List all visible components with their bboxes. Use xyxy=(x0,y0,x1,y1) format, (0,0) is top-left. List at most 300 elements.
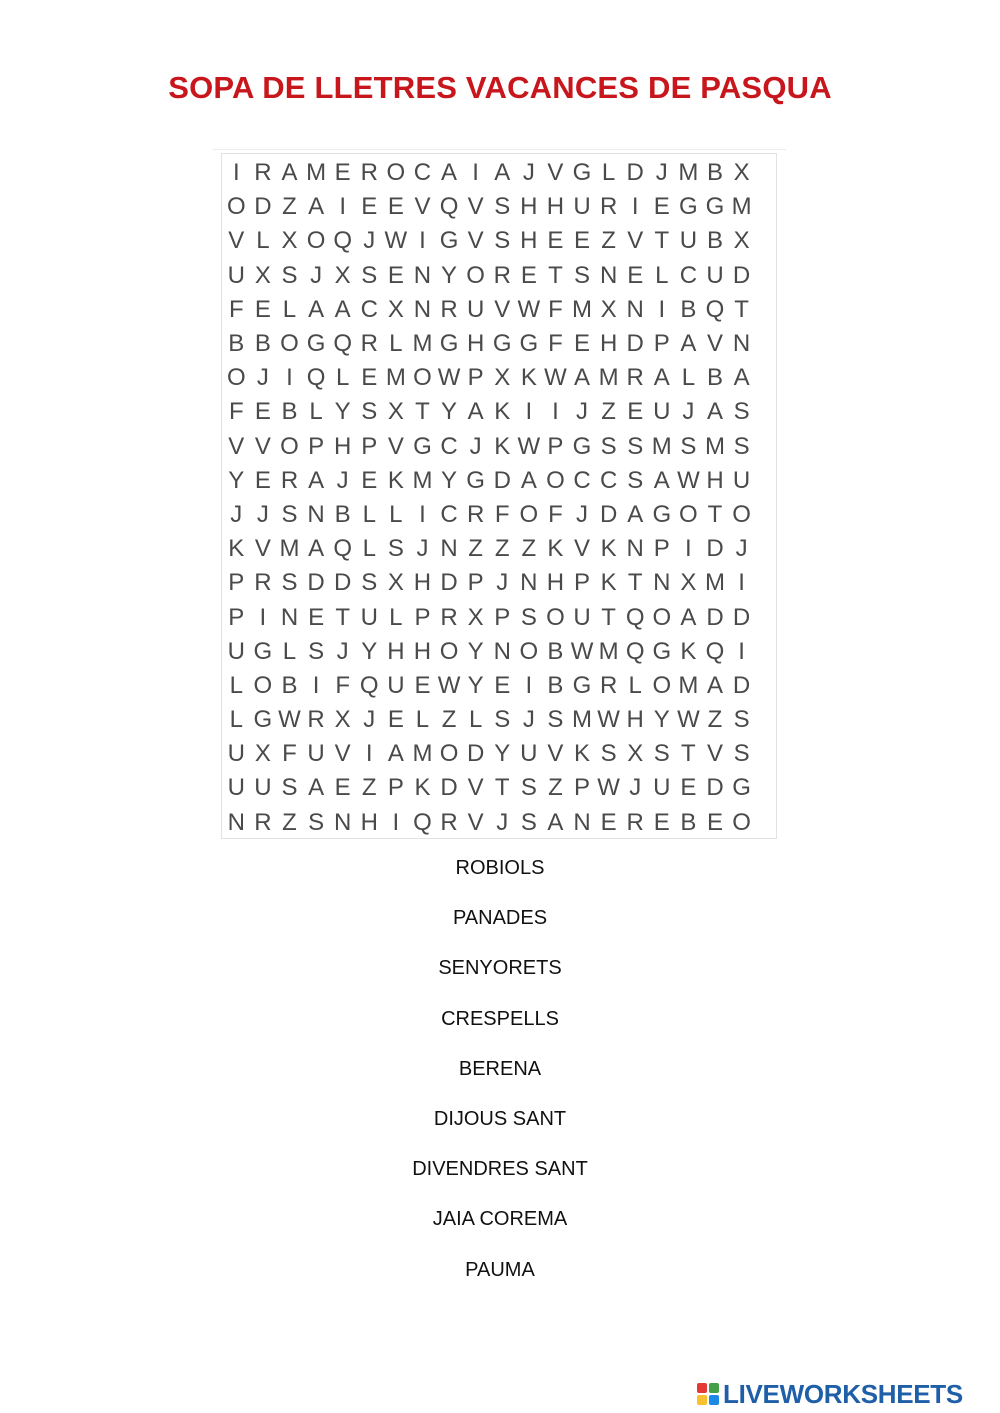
grid-letter[interactable]: W xyxy=(597,706,620,734)
grid-letter[interactable]: A xyxy=(520,466,537,494)
grid-letter[interactable]: M xyxy=(731,193,752,221)
grid-letter[interactable]: H xyxy=(626,706,644,734)
grid-letter[interactable]: D xyxy=(254,193,272,221)
grid-letter[interactable]: S xyxy=(281,261,298,289)
grid-letter[interactable]: D xyxy=(626,330,644,358)
grid-letter[interactable]: I xyxy=(232,159,240,187)
grid-letter[interactable]: G xyxy=(306,330,326,358)
grid-letter[interactable]: B xyxy=(281,398,298,426)
grid-letter[interactable]: M xyxy=(385,364,406,392)
grid-letter[interactable]: P xyxy=(574,774,591,802)
grid-letter[interactable]: S xyxy=(733,432,750,460)
grid-letter[interactable]: S xyxy=(627,432,644,460)
grid-letter[interactable]: O xyxy=(439,740,459,768)
grid-letter[interactable]: U xyxy=(653,398,671,426)
grid-letter[interactable]: G xyxy=(572,432,592,460)
grid-letter[interactable]: A xyxy=(281,159,298,187)
grid-letter[interactable]: N xyxy=(227,808,245,836)
grid-letter[interactable]: K xyxy=(680,637,697,665)
grid-letter[interactable]: T xyxy=(335,603,350,631)
grid-letter[interactable]: G xyxy=(492,330,512,358)
grid-letter[interactable]: W xyxy=(677,706,700,734)
grid-letter[interactable]: I xyxy=(658,295,666,323)
grid-letter[interactable]: D xyxy=(440,774,458,802)
grid-letter[interactable]: J xyxy=(496,569,509,597)
grid-letter[interactable]: P xyxy=(228,603,245,631)
grid-letter[interactable]: M xyxy=(412,466,433,494)
grid-letter[interactable]: Z xyxy=(707,706,723,734)
grid-letter[interactable]: I xyxy=(472,159,479,187)
grid-letter[interactable]: G xyxy=(439,330,459,358)
grid-letter[interactable]: Q xyxy=(333,227,352,255)
grid-letter[interactable]: N xyxy=(520,569,538,597)
grid-letter[interactable]: H xyxy=(466,330,485,358)
grid-letter[interactable]: Q xyxy=(705,637,725,665)
grid-letter[interactable]: E xyxy=(361,364,378,392)
grid-letter[interactable]: X xyxy=(281,227,298,255)
grid-letter[interactable]: E xyxy=(361,466,378,494)
grid-letter[interactable]: V xyxy=(254,535,271,563)
grid-letter[interactable]: O xyxy=(546,466,565,494)
grid-letter[interactable]: P xyxy=(467,569,484,597)
grid-letter[interactable]: N xyxy=(653,569,671,597)
grid-letter[interactable]: I xyxy=(259,603,267,631)
grid-letter[interactable]: S xyxy=(494,193,511,221)
grid-letter[interactable]: D xyxy=(732,671,751,699)
grid-letter[interactable]: U xyxy=(573,193,591,221)
grid-letter[interactable]: L xyxy=(282,637,297,665)
grid-letter[interactable]: B xyxy=(680,808,697,836)
grid-letter[interactable]: D xyxy=(626,159,644,187)
grid-letter[interactable]: S xyxy=(361,398,378,426)
grid-letter[interactable]: R xyxy=(626,364,644,392)
grid-letter[interactable]: E xyxy=(680,774,697,802)
grid-letter[interactable]: C xyxy=(413,159,432,187)
grid-letter[interactable]: G xyxy=(679,193,698,221)
grid-letter[interactable]: N xyxy=(599,261,618,289)
grid-letter[interactable]: A xyxy=(653,364,670,392)
grid-letter[interactable]: R xyxy=(307,706,325,734)
grid-letter[interactable]: S xyxy=(600,740,617,768)
grid-letter[interactable]: O xyxy=(253,671,273,699)
grid-letter[interactable]: O xyxy=(546,603,565,631)
grid-letter[interactable]: K xyxy=(574,740,591,768)
grid-letter[interactable]: A xyxy=(387,740,404,768)
grid-letter[interactable]: E xyxy=(627,261,644,289)
grid-letter[interactable]: M xyxy=(678,159,699,187)
grid-letter[interactable]: Y xyxy=(334,398,351,426)
grid-letter[interactable]: L xyxy=(389,330,403,358)
grid-letter[interactable]: Q xyxy=(625,603,645,631)
grid-letter[interactable]: N xyxy=(626,535,644,563)
grid-letter[interactable]: T xyxy=(654,227,670,255)
grid-letter[interactable]: E xyxy=(414,671,431,699)
grid-letter[interactable]: I xyxy=(419,227,426,255)
grid-letter[interactable]: B xyxy=(680,295,697,323)
grid-letter[interactable]: B xyxy=(334,500,351,528)
grid-letter[interactable]: O xyxy=(280,432,299,460)
grid-letter[interactable]: S xyxy=(733,398,750,426)
grid-letter[interactable]: F xyxy=(548,500,563,528)
grid-letter[interactable]: E xyxy=(387,261,404,289)
grid-letter[interactable]: V xyxy=(467,227,484,255)
grid-letter[interactable]: L xyxy=(256,227,270,255)
grid-letter[interactable]: A xyxy=(334,295,351,323)
grid-letter[interactable]: J xyxy=(522,706,535,734)
grid-letter[interactable]: C xyxy=(360,295,378,323)
grid-letter[interactable]: V xyxy=(627,227,644,255)
grid-letter[interactable]: D xyxy=(732,261,751,289)
grid-letter[interactable]: H xyxy=(413,569,432,597)
grid-letter[interactable]: K xyxy=(228,535,245,563)
grid-letter[interactable]: A xyxy=(308,535,325,563)
grid-letter[interactable]: J xyxy=(230,500,243,528)
grid-letter[interactable]: J xyxy=(522,159,535,187)
grid-letter[interactable]: Y xyxy=(441,466,458,494)
grid-letter[interactable]: V xyxy=(467,193,484,221)
grid-letter[interactable]: S xyxy=(281,500,298,528)
grid-letter[interactable]: X xyxy=(494,364,511,392)
grid-letter[interactable]: V xyxy=(467,808,484,836)
grid-letter[interactable]: X xyxy=(467,603,484,631)
grid-letter[interactable]: Z xyxy=(282,808,297,836)
grid-letter[interactable]: Q xyxy=(359,671,379,699)
grid-letter[interactable]: E xyxy=(653,193,670,221)
grid-letter[interactable]: N xyxy=(626,295,644,323)
grid-letter[interactable]: J xyxy=(655,159,668,187)
grid-letter[interactable]: S xyxy=(520,808,537,836)
grid-letter[interactable]: P xyxy=(228,569,245,597)
grid-letter[interactable]: U xyxy=(360,603,378,631)
grid-letter[interactable]: V xyxy=(387,432,404,460)
grid-letter[interactable]: P xyxy=(547,432,564,460)
grid-letter[interactable]: X xyxy=(254,740,271,768)
grid-letter[interactable]: U xyxy=(307,740,325,768)
grid-letter[interactable]: E xyxy=(308,603,325,631)
grid-letter[interactable]: R xyxy=(254,808,272,836)
grid-letter[interactable]: S xyxy=(494,227,511,255)
grid-letter[interactable]: R xyxy=(626,808,644,836)
grid-letter[interactable]: G xyxy=(439,227,459,255)
grid-letter[interactable]: T xyxy=(494,774,510,802)
grid-letter[interactable]: X xyxy=(680,569,697,597)
grid-letter[interactable]: G xyxy=(253,637,273,665)
grid-letter[interactable]: N xyxy=(307,500,325,528)
grid-letter[interactable]: V xyxy=(334,740,351,768)
grid-letter[interactable]: T xyxy=(707,500,723,528)
grid-letter[interactable]: K xyxy=(494,398,511,426)
grid-letter[interactable]: T xyxy=(627,569,643,597)
grid-letter[interactable]: R xyxy=(440,808,458,836)
grid-letter[interactable]: R xyxy=(360,159,378,187)
grid-letter[interactable]: J xyxy=(363,706,376,734)
grid-letter[interactable]: D xyxy=(307,569,325,597)
grid-letter[interactable]: V xyxy=(547,740,564,768)
grid-letter[interactable]: X xyxy=(334,261,351,289)
grid-letter[interactable]: Z xyxy=(521,535,537,563)
grid-letter[interactable]: A xyxy=(494,159,511,187)
grid-letter[interactable]: L xyxy=(389,500,403,528)
grid-letter[interactable]: W xyxy=(278,706,301,734)
grid-letter[interactable]: S xyxy=(574,261,591,289)
grid-letter[interactable]: E xyxy=(254,466,271,494)
grid-letter[interactable]: L xyxy=(309,398,323,426)
grid-letter[interactable]: S xyxy=(387,535,404,563)
grid-letter[interactable]: D xyxy=(706,774,724,802)
grid-letter[interactable]: U xyxy=(466,295,485,323)
grid-letter[interactable]: Z xyxy=(548,774,563,802)
grid-letter[interactable]: F xyxy=(548,330,563,358)
grid-letter[interactable]: L xyxy=(335,364,350,392)
grid-letter[interactable]: S xyxy=(680,432,697,460)
grid-letter[interactable]: U xyxy=(227,774,245,802)
grid-letter[interactable]: Q xyxy=(306,364,326,392)
grid-letter[interactable]: A xyxy=(441,159,458,187)
grid-letter[interactable]: O xyxy=(519,500,539,528)
grid-letter[interactable]: P xyxy=(414,603,431,631)
grid-letter[interactable]: D xyxy=(706,535,724,563)
grid-letter[interactable]: X xyxy=(387,569,404,597)
grid-letter[interactable]: C xyxy=(573,466,591,494)
grid-letter[interactable]: N xyxy=(413,261,432,289)
grid-letter[interactable]: I xyxy=(392,808,400,836)
grid-letter[interactable]: V xyxy=(228,227,245,255)
grid-letter[interactable]: E xyxy=(520,261,537,289)
grid-letter[interactable]: V xyxy=(254,432,271,460)
grid-letter[interactable]: V xyxy=(467,774,484,802)
grid-letter[interactable]: L xyxy=(362,500,376,528)
grid-letter[interactable]: T xyxy=(548,261,563,289)
grid-letter[interactable]: B xyxy=(547,671,564,699)
grid-letter[interactable]: P xyxy=(494,603,511,631)
grid-letter[interactable]: S xyxy=(547,706,564,734)
grid-letter[interactable]: G xyxy=(652,637,672,665)
grid-letter[interactable]: U xyxy=(227,637,245,665)
grid-letter[interactable]: B xyxy=(228,330,245,358)
grid-letter[interactable]: A xyxy=(308,466,325,494)
grid-letter[interactable]: H xyxy=(706,466,724,494)
grid-letter[interactable]: S xyxy=(520,774,537,802)
grid-letter[interactable]: R xyxy=(440,295,458,323)
grid-letter[interactable]: M xyxy=(572,295,593,323)
grid-letter[interactable]: R xyxy=(599,671,618,699)
grid-letter[interactable]: U xyxy=(520,740,538,768)
grid-letter[interactable]: I xyxy=(738,637,745,665)
grid-letter[interactable]: G xyxy=(652,500,672,528)
grid-letter[interactable]: H xyxy=(413,637,432,665)
grid-letter[interactable]: T xyxy=(681,740,696,768)
grid-letter[interactable]: O xyxy=(386,159,406,187)
grid-letter[interactable]: W xyxy=(597,774,620,802)
grid-letter[interactable]: K xyxy=(414,774,431,802)
grid-letter[interactable]: Y xyxy=(361,637,378,665)
grid-letter[interactable]: M xyxy=(279,535,300,563)
grid-letter[interactable]: X xyxy=(387,398,404,426)
grid-letter[interactable]: B xyxy=(281,671,298,699)
grid-letter[interactable]: F xyxy=(335,671,350,699)
grid-letter[interactable]: I xyxy=(339,193,346,221)
grid-letter[interactable]: O xyxy=(413,364,432,392)
grid-letter[interactable]: B xyxy=(706,159,723,187)
grid-letter[interactable]: V xyxy=(706,740,723,768)
grid-letter[interactable]: E xyxy=(574,330,591,358)
grid-letter[interactable]: O xyxy=(679,500,698,528)
grid-letter[interactable]: F xyxy=(494,500,510,528)
grid-letter[interactable]: D xyxy=(440,569,458,597)
grid-letter[interactable]: M xyxy=(572,706,593,734)
grid-letter[interactable]: A xyxy=(627,500,644,528)
grid-letter[interactable]: X xyxy=(334,706,351,734)
grid-letter[interactable]: Y xyxy=(228,466,245,494)
grid-letter[interactable]: R xyxy=(280,466,299,494)
grid-letter[interactable]: E xyxy=(387,193,404,221)
grid-letter[interactable]: W xyxy=(384,227,408,255)
grid-letter[interactable]: A xyxy=(308,774,325,802)
grid-letter[interactable]: V xyxy=(494,295,511,323)
grid-letter[interactable]: U xyxy=(732,466,751,494)
grid-letter[interactable]: V xyxy=(706,330,723,358)
grid-letter[interactable]: O xyxy=(732,808,751,836)
grid-letter[interactable]: E xyxy=(706,808,723,836)
grid-letter[interactable]: L xyxy=(282,295,297,323)
grid-letter[interactable]: M xyxy=(412,330,433,358)
grid-letter[interactable]: H xyxy=(520,227,538,255)
grid-letter[interactable]: P xyxy=(467,364,484,392)
grid-letter[interactable]: N xyxy=(334,808,352,836)
grid-letter[interactable]: J xyxy=(469,432,482,460)
grid-letter[interactable]: X xyxy=(387,295,404,323)
grid-letter[interactable]: I xyxy=(286,364,293,392)
grid-letter[interactable]: Q xyxy=(625,637,645,665)
grid-letter[interactable]: H xyxy=(520,193,538,221)
grid-letter[interactable]: L xyxy=(655,261,669,289)
grid-letter[interactable]: Z xyxy=(282,193,297,221)
grid-letter[interactable]: M xyxy=(598,637,619,665)
grid-letter[interactable]: V xyxy=(414,193,431,221)
grid-letter[interactable]: L xyxy=(229,706,243,734)
grid-letter[interactable]: R xyxy=(493,261,511,289)
grid-letter[interactable]: J xyxy=(256,500,269,528)
grid-letter[interactable]: J xyxy=(496,808,509,836)
grid-letter[interactable]: E xyxy=(254,295,271,323)
grid-letter[interactable]: E xyxy=(334,159,351,187)
grid-letter[interactable]: I xyxy=(525,398,533,426)
grid-letter[interactable]: G xyxy=(705,193,725,221)
grid-letter[interactable]: O xyxy=(306,227,326,255)
grid-letter[interactable]: Y xyxy=(653,706,670,734)
grid-letter[interactable]: X xyxy=(627,740,644,768)
grid-letter[interactable]: E xyxy=(494,671,511,699)
grid-letter[interactable]: L xyxy=(468,706,483,734)
grid-letter[interactable]: K xyxy=(600,569,617,597)
grid-letter[interactable]: K xyxy=(387,466,404,494)
grid-letter[interactable]: I xyxy=(738,569,745,597)
grid-letter[interactable]: G xyxy=(253,706,273,734)
grid-letter[interactable]: Y xyxy=(494,740,511,768)
grid-letter[interactable]: E xyxy=(361,193,378,221)
grid-letter[interactable]: O xyxy=(652,671,672,699)
grid-letter[interactable]: E xyxy=(574,227,591,255)
grid-letter[interactable]: Y xyxy=(441,398,458,426)
grid-letter[interactable]: G xyxy=(732,774,751,802)
grid-letter[interactable]: N xyxy=(732,330,751,358)
grid-letter[interactable]: G xyxy=(519,330,539,358)
grid-letter[interactable]: Y xyxy=(441,261,458,289)
grid-letter[interactable]: S xyxy=(308,637,325,665)
grid-letter[interactable]: Z xyxy=(468,535,483,563)
grid-letter[interactable]: J xyxy=(336,637,349,665)
grid-letter[interactable]: M xyxy=(678,671,699,699)
grid-letter[interactable]: X xyxy=(254,261,271,289)
grid-letter[interactable]: O xyxy=(466,261,485,289)
grid-letter[interactable]: Y xyxy=(467,637,484,665)
grid-letter[interactable]: U xyxy=(227,740,245,768)
grid-letter[interactable]: S xyxy=(733,740,750,768)
grid-letter[interactable]: D xyxy=(706,603,724,631)
grid-letter[interactable]: Z xyxy=(494,535,510,563)
grid-letter[interactable]: I xyxy=(365,740,373,768)
grid-letter[interactable]: S xyxy=(494,706,511,734)
grid-letter[interactable]: E xyxy=(387,706,404,734)
grid-letter[interactable]: S xyxy=(308,808,325,836)
grid-letter[interactable]: K xyxy=(600,535,617,563)
grid-letter[interactable]: A xyxy=(547,808,564,836)
grid-letter[interactable]: K xyxy=(547,535,564,563)
grid-letter[interactable]: H xyxy=(546,193,565,221)
grid-letter[interactable]: I xyxy=(312,671,320,699)
grid-letter[interactable]: S xyxy=(627,466,644,494)
grid-letter[interactable]: C xyxy=(440,432,458,460)
grid-letter[interactable]: U xyxy=(254,774,272,802)
grid-letter[interactable]: H xyxy=(546,569,565,597)
grid-letter[interactable]: K xyxy=(520,364,537,392)
grid-letter[interactable]: I xyxy=(631,193,639,221)
grid-letter[interactable]: T xyxy=(601,603,616,631)
grid-letter[interactable]: P xyxy=(574,569,591,597)
grid-letter[interactable]: M xyxy=(704,432,725,460)
grid-letter[interactable]: N xyxy=(413,295,432,323)
grid-letter[interactable]: W xyxy=(437,671,461,699)
grid-letter[interactable]: A xyxy=(308,295,325,323)
grid-letter[interactable]: M xyxy=(412,740,433,768)
grid-letter[interactable]: O xyxy=(652,603,672,631)
grid-letter[interactable]: Z xyxy=(441,706,457,734)
grid-letter[interactable]: Z xyxy=(601,398,616,426)
grid-letter[interactable]: S xyxy=(653,740,670,768)
grid-letter[interactable]: M xyxy=(306,159,327,187)
grid-letter[interactable]: W xyxy=(677,466,700,494)
grid-letter[interactable]: A xyxy=(733,364,750,392)
grid-letter[interactable]: F xyxy=(282,740,297,768)
grid-letter[interactable]: X xyxy=(733,159,750,187)
grid-letter[interactable]: C xyxy=(599,466,618,494)
grid-letter[interactable]: J xyxy=(682,398,695,426)
grid-letter[interactable]: A xyxy=(680,603,697,631)
grid-letter[interactable]: E xyxy=(547,227,564,255)
grid-letter[interactable]: R xyxy=(440,603,458,631)
grid-letter[interactable]: J xyxy=(576,500,589,528)
grid-letter[interactable]: F xyxy=(548,295,563,323)
grid-letter[interactable]: A xyxy=(467,398,484,426)
grid-letter[interactable]: D xyxy=(466,740,485,768)
grid-letter[interactable]: M xyxy=(651,432,672,460)
grid-letter[interactable]: P xyxy=(653,330,670,358)
grid-letter[interactable]: I xyxy=(552,398,559,426)
grid-letter[interactable]: E xyxy=(334,774,351,802)
grid-letter[interactable]: Q xyxy=(333,330,352,358)
grid-letter[interactable]: U xyxy=(227,261,245,289)
grid-letter[interactable]: B xyxy=(706,227,723,255)
